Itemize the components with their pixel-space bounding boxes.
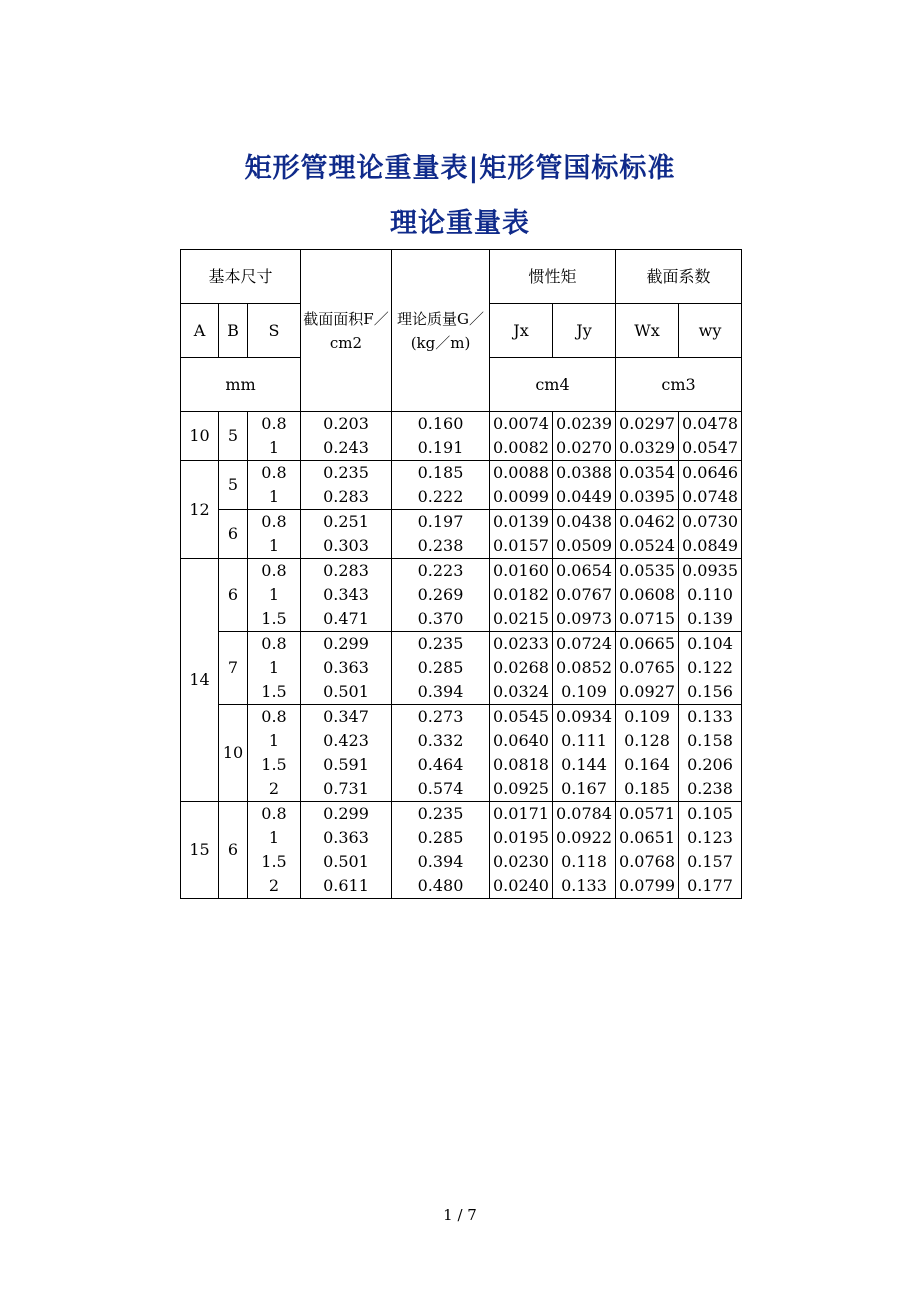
value-jy: 0.0654 <box>556 561 612 580</box>
value-wx: 0.0462 <box>619 512 675 531</box>
value-jy: 0.0724 <box>556 634 612 653</box>
cell-jx <box>490 510 553 559</box>
cell-g <box>392 632 490 705</box>
page-number: 1 / 7 <box>443 1206 477 1224</box>
value-f: 0.343 <box>323 585 369 604</box>
value-wx: 0.0665 <box>619 634 675 653</box>
cell-a: 14 <box>181 559 219 802</box>
value-jy: 0.0449 <box>556 487 612 506</box>
value-wx: 0.0395 <box>619 487 675 506</box>
value-s: 1 <box>268 487 280 506</box>
value-g: 0.394 <box>417 682 464 701</box>
value-jy: 0.0270 <box>556 438 612 457</box>
cell-jx <box>490 559 553 632</box>
value-jx: 0.0171 <box>493 804 549 823</box>
value-jx: 0.0099 <box>493 487 549 506</box>
value-jy: 0.0852 <box>556 658 612 677</box>
cell-jx <box>490 461 553 510</box>
header-s: S <box>248 304 301 358</box>
cell-wx <box>616 802 679 899</box>
cell-g <box>392 705 490 802</box>
cell-f <box>301 802 392 899</box>
value-s: 1.5 <box>261 852 287 871</box>
weight-table <box>180 249 742 899</box>
value-f: 0.283 <box>323 487 369 506</box>
value-jx: 0.0640 <box>493 731 549 750</box>
value-jx: 0.0230 <box>493 852 549 871</box>
cell-jx <box>490 705 553 802</box>
value-f: 0.251 <box>323 512 369 531</box>
header-wx: Wx <box>616 304 679 358</box>
cell-g <box>392 510 490 559</box>
value-s: 1.5 <box>261 682 287 701</box>
value-jx: 0.0182 <box>493 585 549 604</box>
value-jx: 0.0545 <box>493 707 549 726</box>
value-f: 0.611 <box>323 876 369 895</box>
value-jx: 0.0195 <box>493 828 549 847</box>
value-f: 0.363 <box>323 658 369 677</box>
value-g: 0.394 <box>417 852 464 871</box>
value-g: 0.223 <box>417 561 464 580</box>
cell-a: 15 <box>181 802 219 899</box>
value-jy: 0.118 <box>561 852 607 871</box>
value-wx: 0.0524 <box>619 536 675 555</box>
value-s: 1 <box>268 438 280 457</box>
header-wy: wy <box>679 304 742 358</box>
value-jx: 0.0268 <box>493 658 549 677</box>
value-jy: 0.0784 <box>556 804 612 823</box>
cell-a: 12 <box>181 461 219 559</box>
cell-wy <box>679 802 742 899</box>
value-wy: 0.123 <box>687 828 733 847</box>
value-jx: 0.0240 <box>493 876 549 895</box>
cell-s <box>248 510 301 559</box>
value-wx: 0.0297 <box>619 414 675 433</box>
value-jx: 0.0215 <box>493 609 549 628</box>
value-jy: 0.0934 <box>556 707 612 726</box>
value-wy: 0.238 <box>687 779 733 798</box>
cell-b: 6 <box>219 510 248 559</box>
value-wx: 0.0715 <box>619 609 675 628</box>
value-wy: 0.156 <box>687 682 733 701</box>
cell-jy <box>553 705 616 802</box>
value-jy: 0.0239 <box>556 414 612 433</box>
cell-s <box>248 632 301 705</box>
cell-g <box>392 461 490 510</box>
value-s: 1.5 <box>261 609 287 628</box>
cell-b: 7 <box>219 632 248 705</box>
value-s: 0.8 <box>261 804 287 823</box>
header-basic-size: 基本尺寸 <box>181 250 301 304</box>
value-g: 0.185 <box>417 463 464 482</box>
cell-wy <box>679 461 742 510</box>
cell-wx <box>616 559 679 632</box>
value-wx: 0.185 <box>624 779 670 798</box>
cell-a: 10 <box>181 412 219 461</box>
cell-f <box>301 461 392 510</box>
cell-wx <box>616 705 679 802</box>
value-jy: 0.0438 <box>556 512 612 531</box>
cell-wx <box>616 412 679 461</box>
value-s: 0.8 <box>261 561 287 580</box>
value-g: 0.238 <box>417 536 464 555</box>
value-jy: 0.111 <box>561 731 607 750</box>
cell-wy <box>679 705 742 802</box>
header-modulus: 截面系数 <box>616 250 742 304</box>
cell-g <box>392 802 490 899</box>
value-wx: 0.0608 <box>619 585 675 604</box>
value-g: 0.285 <box>417 658 464 677</box>
value-wx: 0.0768 <box>619 852 675 871</box>
cell-wy <box>679 510 742 559</box>
value-g: 0.332 <box>417 731 464 750</box>
table-row <box>181 559 742 632</box>
value-f: 0.299 <box>323 804 369 823</box>
value-wy: 0.157 <box>687 852 733 871</box>
cell-b: 5 <box>219 412 248 461</box>
cell-wx <box>616 510 679 559</box>
cell-wy <box>679 559 742 632</box>
cell-jx <box>490 412 553 461</box>
value-s: 1 <box>268 731 280 750</box>
header-mass: 理论质量G／(kg／m) <box>392 250 490 412</box>
value-f: 0.731 <box>323 779 369 798</box>
cell-jy <box>553 632 616 705</box>
header-b: B <box>219 304 248 358</box>
value-g: 0.191 <box>417 438 464 457</box>
value-f: 0.299 <box>323 634 369 653</box>
value-s: 0.8 <box>261 707 287 726</box>
value-jy: 0.0922 <box>556 828 612 847</box>
cell-wy <box>679 412 742 461</box>
value-jx: 0.0818 <box>493 755 549 774</box>
value-f: 0.235 <box>323 463 369 482</box>
value-jy: 0.0509 <box>556 536 612 555</box>
table-row <box>181 461 742 510</box>
header-inertia: 惯性矩 <box>490 250 616 304</box>
value-jy: 0.144 <box>561 755 607 774</box>
value-jx: 0.0139 <box>493 512 549 531</box>
cell-b: 10 <box>219 705 248 802</box>
cell-f <box>301 510 392 559</box>
value-wy: 0.206 <box>687 755 733 774</box>
value-f: 0.471 <box>323 609 369 628</box>
value-wy: 0.158 <box>687 731 733 750</box>
document-subtitle: 理论重量表 <box>390 208 530 239</box>
value-g: 0.480 <box>417 876 464 895</box>
value-jx: 0.0082 <box>493 438 549 457</box>
header-jx: Jx <box>490 304 553 358</box>
value-wy: 0.104 <box>687 634 733 653</box>
value-g: 0.370 <box>417 609 464 628</box>
value-g: 0.574 <box>417 779 464 798</box>
value-g: 0.273 <box>417 707 464 726</box>
table-row <box>181 412 742 461</box>
value-jy: 0.0767 <box>556 585 612 604</box>
document-title: 矩形管理论重量表|矩形管国标标准 <box>244 153 676 184</box>
value-wx: 0.0651 <box>619 828 675 847</box>
cell-jx <box>490 802 553 899</box>
value-jx: 0.0233 <box>493 634 549 653</box>
cell-s <box>248 705 301 802</box>
value-wx: 0.0927 <box>619 682 675 701</box>
cell-jx <box>490 632 553 705</box>
value-s: 2 <box>268 876 280 895</box>
value-wx: 0.164 <box>624 755 670 774</box>
value-wx: 0.0571 <box>619 804 675 823</box>
value-wx: 0.109 <box>624 707 670 726</box>
header-area: 截面面积F／cm2 <box>301 250 392 412</box>
value-f: 0.347 <box>323 707 369 726</box>
cell-b: 6 <box>219 802 248 899</box>
unit-cm4: cm4 <box>490 358 616 412</box>
value-jy: 0.167 <box>561 779 607 798</box>
cell-jy <box>553 461 616 510</box>
value-s: 2 <box>268 779 280 798</box>
value-wy: 0.105 <box>687 804 733 823</box>
cell-g <box>392 412 490 461</box>
value-f: 0.363 <box>323 828 369 847</box>
value-g: 0.285 <box>417 828 464 847</box>
cell-s <box>248 802 301 899</box>
value-f: 0.501 <box>323 682 369 701</box>
cell-f <box>301 632 392 705</box>
value-wy: 0.110 <box>687 585 733 604</box>
cell-jy <box>553 802 616 899</box>
cell-f <box>301 559 392 632</box>
table-row <box>181 632 742 705</box>
value-jx: 0.0324 <box>493 682 549 701</box>
table-row <box>181 510 742 559</box>
value-f: 0.303 <box>323 536 369 555</box>
table-row <box>181 705 742 802</box>
value-s: 0.8 <box>261 463 287 482</box>
value-s: 0.8 <box>261 414 287 433</box>
cell-jy <box>553 510 616 559</box>
cell-s <box>248 461 301 510</box>
value-g: 0.197 <box>417 512 464 531</box>
value-s: 1 <box>268 585 280 604</box>
value-wy: 0.177 <box>687 876 733 895</box>
value-jx: 0.0157 <box>493 536 549 555</box>
cell-f <box>301 412 392 461</box>
value-wy: 0.139 <box>687 609 733 628</box>
cell-wx <box>616 632 679 705</box>
value-jy: 0.0973 <box>556 609 612 628</box>
value-g: 0.269 <box>417 585 464 604</box>
unit-cm3: cm3 <box>616 358 742 412</box>
value-f: 0.591 <box>323 755 369 774</box>
value-wy: 0.0730 <box>682 512 739 531</box>
value-jy: 0.109 <box>561 682 607 701</box>
value-wx: 0.0765 <box>619 658 675 677</box>
value-f: 0.203 <box>323 414 369 433</box>
value-jx: 0.0925 <box>493 779 549 798</box>
cell-jy <box>553 412 616 461</box>
value-wx: 0.0329 <box>619 438 675 457</box>
value-wx: 0.0354 <box>619 463 675 482</box>
value-jy: 0.0388 <box>556 463 612 482</box>
value-f: 0.243 <box>323 438 369 457</box>
cell-wy <box>679 632 742 705</box>
value-s: 1 <box>268 536 280 555</box>
value-wy: 0.0646 <box>682 463 739 482</box>
value-g: 0.235 <box>417 634 464 653</box>
value-g: 0.235 <box>417 804 464 823</box>
value-f: 0.501 <box>323 852 369 871</box>
value-jy: 0.133 <box>561 876 607 895</box>
value-jx: 0.0074 <box>493 414 549 433</box>
value-s: 1.5 <box>261 755 287 774</box>
value-jx: 0.0160 <box>493 561 549 580</box>
header-jy: Jy <box>553 304 616 358</box>
cell-s <box>248 559 301 632</box>
value-wy: 0.122 <box>687 658 733 677</box>
value-s: 1 <box>268 828 280 847</box>
cell-jy <box>553 559 616 632</box>
value-wy: 0.0849 <box>682 536 739 555</box>
value-wy: 0.133 <box>687 707 733 726</box>
cell-f <box>301 705 392 802</box>
value-g: 0.222 <box>417 487 464 506</box>
value-s: 0.8 <box>261 512 287 531</box>
cell-b: 5 <box>219 461 248 510</box>
value-g: 0.464 <box>417 755 464 774</box>
value-wy: 0.0547 <box>682 438 739 457</box>
value-g: 0.160 <box>417 414 464 433</box>
value-wy: 0.0935 <box>682 561 739 580</box>
value-wy: 0.0478 <box>682 414 739 433</box>
cell-g <box>392 559 490 632</box>
value-wx: 0.0799 <box>619 876 675 895</box>
header-a: A <box>181 304 219 358</box>
cell-wx <box>616 461 679 510</box>
table-row <box>181 802 742 899</box>
value-s: 1 <box>268 658 280 677</box>
cell-b: 6 <box>219 559 248 632</box>
value-wx: 0.128 <box>624 731 670 750</box>
value-s: 0.8 <box>261 634 287 653</box>
cell-s <box>248 412 301 461</box>
value-wx: 0.0535 <box>619 561 675 580</box>
value-wy: 0.0748 <box>682 487 739 506</box>
value-f: 0.423 <box>323 731 369 750</box>
value-f: 0.283 <box>323 561 369 580</box>
value-jx: 0.0088 <box>493 463 549 482</box>
unit-mm: mm <box>181 358 301 412</box>
